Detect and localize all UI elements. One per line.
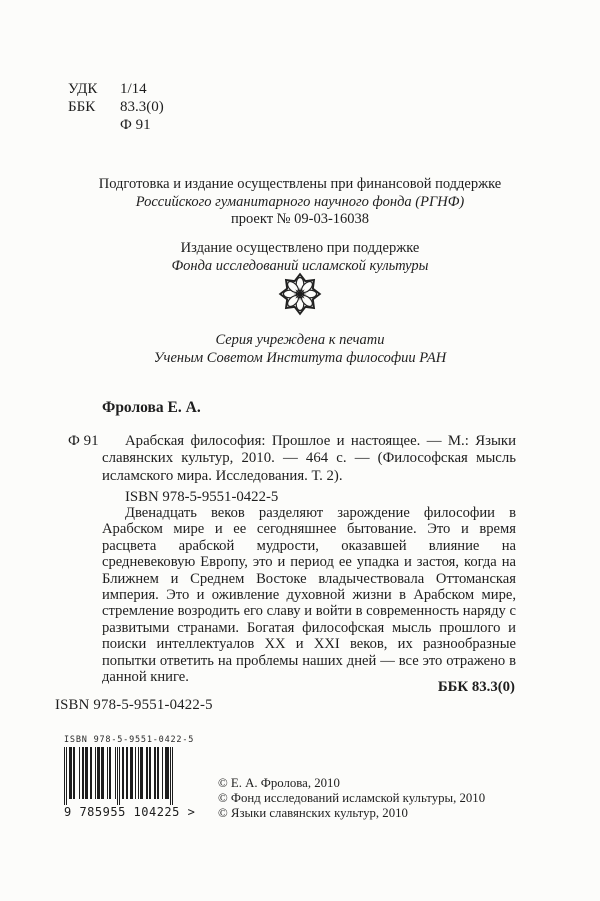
cataloguing-codes bbox=[68, 80, 164, 134]
support2-line-2: Фонда исследований исламской культуры bbox=[171, 257, 429, 274]
fund-support-block bbox=[0, 240, 600, 275]
ean13-barcode bbox=[64, 735, 196, 819]
support2-line-1: Издание осуществлено при поддержке bbox=[180, 240, 420, 256]
support-line-1: Подготовка и издание осуществлены при финансовой поддержке bbox=[98, 176, 502, 192]
copyright-line: © Е. А. Фролова, 2010 bbox=[218, 776, 340, 790]
barcode-isbn-text: ISBN 978-5-9551-0422-5 bbox=[64, 735, 195, 745]
udk-row bbox=[68, 80, 164, 98]
author-code-value: Ф 91 bbox=[120, 117, 151, 133]
series-line-2: Ученым Советом Института философии РАН bbox=[153, 349, 447, 366]
copyright-line: © Языки славянских культур, 2010 bbox=[218, 806, 408, 820]
catalog-entry-label: Ф 91 bbox=[68, 433, 99, 449]
udk-label: УДК bbox=[68, 81, 98, 97]
author-name: Фролова Е. А. bbox=[102, 399, 201, 416]
copyright-line: © Фонд исследований исламской культуры, 2010 bbox=[218, 791, 486, 805]
rgnf-support-block bbox=[0, 176, 600, 229]
isbn-footer: ISBN 978-5-9551-0422-5 bbox=[55, 697, 213, 713]
barcode-digits: 9 785955 104225 > bbox=[64, 805, 196, 819]
barcode-bars bbox=[64, 747, 174, 805]
udk-value: 1/14 bbox=[120, 81, 147, 97]
support-line-2: Российского гуманитарного научного фонда (РГНФ) bbox=[135, 193, 465, 210]
bbk-footer-code: ББК 83.3(0) bbox=[437, 679, 515, 695]
copyright-block bbox=[218, 776, 485, 821]
catalog-entry-text: Арабская философия: Прошлое и настоящее. — М.: Языки славянских культур, 2010. — 464 с. — (Философская мысль исламского мира. Исследования. Т. 2). bbox=[102, 433, 516, 484]
series-line-1: Серия учреждена к печати bbox=[215, 332, 385, 348]
support-line-3: проект № 09-03-16038 bbox=[230, 211, 370, 227]
bbk-label: ББК bbox=[68, 99, 96, 115]
bbk-row bbox=[68, 98, 164, 116]
annotation-paragraph: Двенадцать веков разделяют зарождение философии в Арабском мире и ее сегодняшнее бытование. Это и время расцвета арабской мудрости, оказавшей влияние на средневековую Европу, это и период ее упадка и застоя, когда на Ближнем и Среднем Востоке владычествовала Оттоманская империя. Это и оживление духовной жизни в Арабском мире, стремление возродить его славу и войти в современность наряду с развитыми странами. Богатая философская мысль прошлого и поиски интеллектуалов XX и XXI веков, их разнообразные попытки ответить на проблемы наших дней — все это отражено в данной книге. bbox=[102, 505, 516, 686]
bbk-value: 83.3(0) bbox=[120, 99, 164, 115]
series-note-block bbox=[0, 332, 600, 367]
eight-pointed-star-icon bbox=[278, 272, 322, 321]
author-code-row bbox=[68, 116, 164, 134]
catalog-entry-isbn: ISBN 978-5-9551-0422-5 bbox=[125, 489, 279, 505]
